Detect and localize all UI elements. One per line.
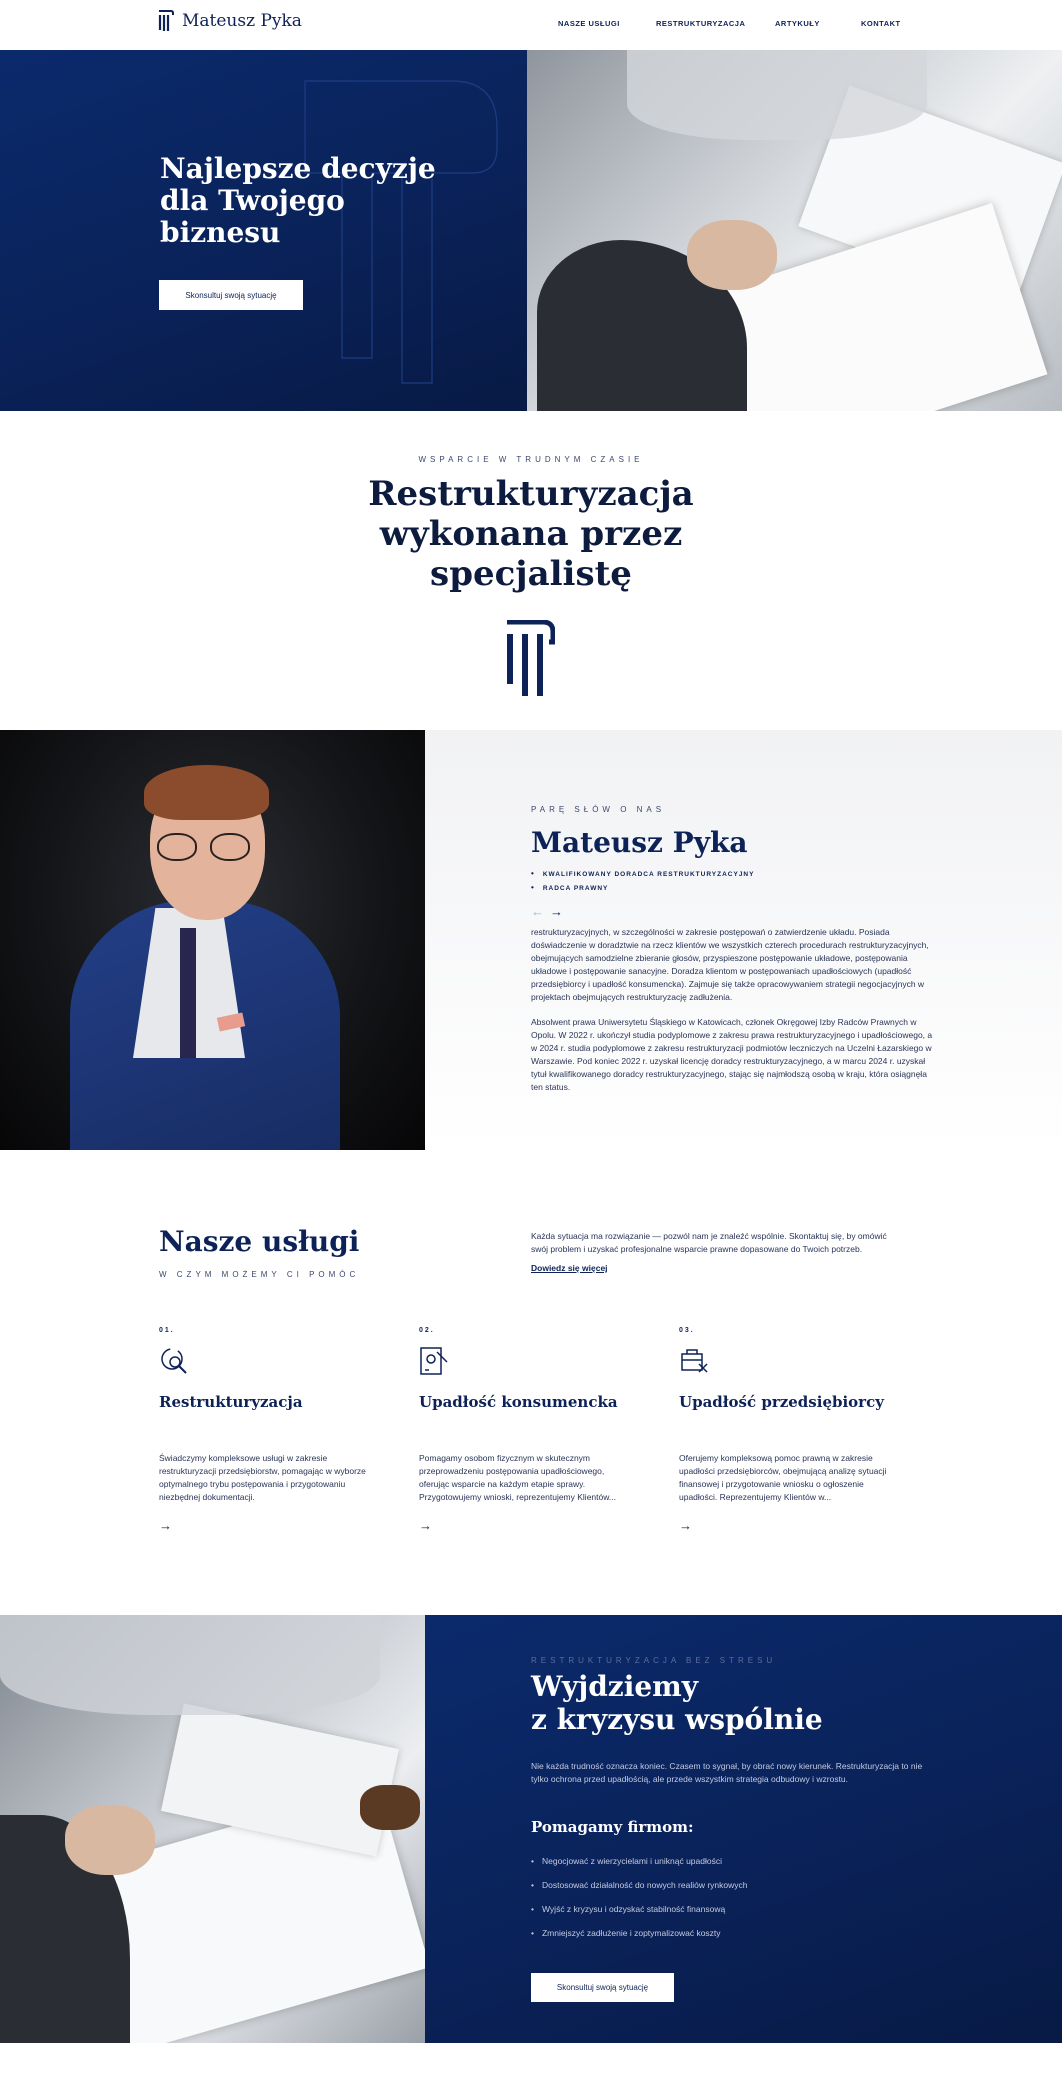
service-arrow-icon[interactable]: → — [679, 1518, 692, 1533]
about-paragraph-2: Absolwent prawa Uniwersytetu Śląskiego w Katowicach, członek Okręgowej Izby Radców Prawnych w Opolu. W 2022 r. ukończył studia podyplomowe z zakresu prawa restrukturyzacyjnego i upadłościowego, a w 2024 r. studia podyplomowe z zakresu restrukturyzacji podmiotów leczniczych na Uczelni Łazarskiego w Warszawie. Pod koniec 2022 r. uzyskał licencję doradcy restrukturyzacyjnego, a w marcu 2024 r. uzyskał tytuł kwalifikowanego doradcy restrukturyzacyjnego, stając się najmłodszą osobą w kraju, która osiągnęła ten status. — [531, 1017, 933, 1092]
nav-link-articles[interactable]: ARTYKUŁY — [775, 19, 820, 28]
service-number: 01. — [159, 1327, 175, 1334]
hero-photo — [527, 50, 1062, 411]
support-title — [0, 474, 1062, 594]
support-title-line-1: Restrukturyzacja — [368, 474, 694, 514]
support-title-line-2: wykonana przez — [379, 514, 683, 554]
restructuring-icon — [159, 1346, 189, 1376]
service-title[interactable]: Restrukturyzacja — [159, 1393, 303, 1411]
services-title: Nasze usługi — [159, 1225, 360, 1258]
support-kicker: WSPARCIE W TRUDNYM CZASIE — [418, 455, 644, 464]
hero-title — [160, 153, 460, 249]
prev-arrow-icon[interactable]: ← — [531, 904, 544, 919]
about-portrait-photo — [0, 730, 425, 1150]
crisis-bullet: • Wyjść z kryzysu i odzyskać stabilność finansową — [531, 1904, 725, 1914]
crisis-subtitle: Pomagamy firmom: — [531, 1818, 694, 1836]
service-title[interactable]: Upadłość konsumencka — [419, 1393, 618, 1411]
about-name: Mateusz Pyka — [531, 826, 748, 859]
service-title[interactable]: Upadłość przedsiębiorcy — [679, 1393, 884, 1411]
service-number: 02. — [419, 1327, 435, 1334]
about-paragraph-1: restrukturyzacyjnych, w szczególności w zakresie postępowań o zatwierdzenie układu. Posiada doświadczenie w doradztwie na rzecz klientów we wszystkich czterech procedurach restrukturyzacyjnych, obejmujących samodzielne zbieranie głosów, przyspieszone postępowanie układowe, postępowania układowe i postępowanie sanacyjne. Doradza klientom w postępowaniach upadłościowych (upadłość przedsiębiorcy i upadłość konsumencka). Zajmuje się także opracowywaniem strategii negocjacyjnych w projektach obejmujących restrukturyzację zadłużenia. — [531, 927, 929, 1002]
logo-link[interactable] — [158, 10, 302, 32]
about-description — [531, 926, 936, 1106]
hero-title-line-2: dla Twojego — [160, 184, 345, 217]
next-arrow-icon[interactable]: → — [550, 904, 563, 919]
services-subtitle: W CZYM MOŻEMY CI POMÓC — [159, 1270, 360, 1279]
service-description: Pomagamy osobom fizycznym w skutecznym przeprowadzeniu postępowania upadłościowego, oferując wsparcie na każdym etapie sprawy. Przygotowujemy wnioski, reprezentujemy Klientów... — [419, 1453, 616, 1502]
business-bankruptcy-icon — [679, 1346, 709, 1376]
support-logo-icon — [505, 620, 555, 696]
hero-consult-button[interactable]: Skonsultuj swoją sytuację — [159, 280, 303, 310]
about-role-advisor: • KWALIFIKOWANY DORADCA RESTRUKTURYZACYJNY — [531, 869, 754, 878]
nav-link-contact[interactable]: KONTAKT — [861, 19, 901, 28]
hero-title-line-1: Najlepsze decyzje — [160, 152, 436, 185]
service-description: Oferujemy kompleksową pomoc prawną w zakresie upadłości przedsiębiorców, obejmującą analizę sytuacji finansowej i przygotowanie wniosku o ogłoszenie upadłości. Reprezentujemy Klientów w... — [679, 1453, 887, 1502]
hero-title-line-3: biznesu — [160, 216, 281, 249]
about-kicker: PARĘ SŁÓW O NAS — [531, 805, 666, 814]
crisis-consult-button[interactable]: Skonsultuj swoją sytuację — [531, 1973, 674, 2002]
nav-link-services[interactable]: NASZE USŁUGI — [558, 19, 620, 28]
service-arrow-icon[interactable]: → — [159, 1518, 172, 1533]
logo-text: Mateusz Pyka — [182, 11, 302, 31]
crisis-bullet: • Zmniejszyć zadłużenie i zoptymalizować koszty — [531, 1928, 721, 1938]
service-description: Świadczymy kompleksowe usługi w zakresie restrukturyzacji przedsiębiorstw, pomagając w wyborze optymalnego trybu postępowania i przygotowaniu niezbędnej dokumentacji. — [159, 1453, 366, 1502]
crisis-title-line-2: z kryzysu wspólnie — [531, 1703, 823, 1736]
consumer-bankruptcy-icon — [419, 1346, 449, 1376]
crisis-title-line-1: Wyjdziemy — [531, 1670, 699, 1703]
crisis-bullet: • Dostosować działalność do nowych realiów rynkowych — [531, 1880, 748, 1890]
top-navigation — [0, 0, 1062, 50]
crisis-title — [531, 1670, 823, 1736]
crisis-description: Nie każda trudność oznacza koniec. Czasem to sygnał, by obrać nowy kierunek. Restrukturyzacja to nie tylko ochrona przed upadłością, ale przede wszystkim strategia odbudowy i wzrostu. — [531, 1761, 923, 1784]
service-arrow-icon[interactable]: → — [419, 1518, 432, 1533]
crisis-kicker: RESTRUKTURYZACJA BEZ STRESU — [531, 1656, 777, 1665]
hero-panel — [0, 50, 527, 411]
crisis-photo — [0, 1615, 425, 2043]
nav-link-restructuring[interactable]: RESTRUKTURYZACJA — [656, 19, 746, 28]
logo-icon — [158, 10, 174, 32]
crisis-bullet: • Negocjować z wierzycielami i uniknąć upadłości — [531, 1856, 722, 1866]
service-number: 03. — [679, 1327, 695, 1334]
support-title-line-3: specjalistę — [430, 554, 632, 594]
services-intro: Każda sytuacja ma rozwiązanie — pozwól nam je znaleźć wspólnie. Skontaktuj się, by omówić swój problem i uzyskać profesjonalne wsparcie prawne dopasowane do Twoich potrzeb. — [531, 1231, 887, 1254]
about-role-lawyer: • RADCA PRAWNY — [531, 883, 608, 892]
services-more-link[interactable]: Dowiedz się więcej — [531, 1263, 608, 1273]
about-slider-controls — [531, 904, 563, 919]
